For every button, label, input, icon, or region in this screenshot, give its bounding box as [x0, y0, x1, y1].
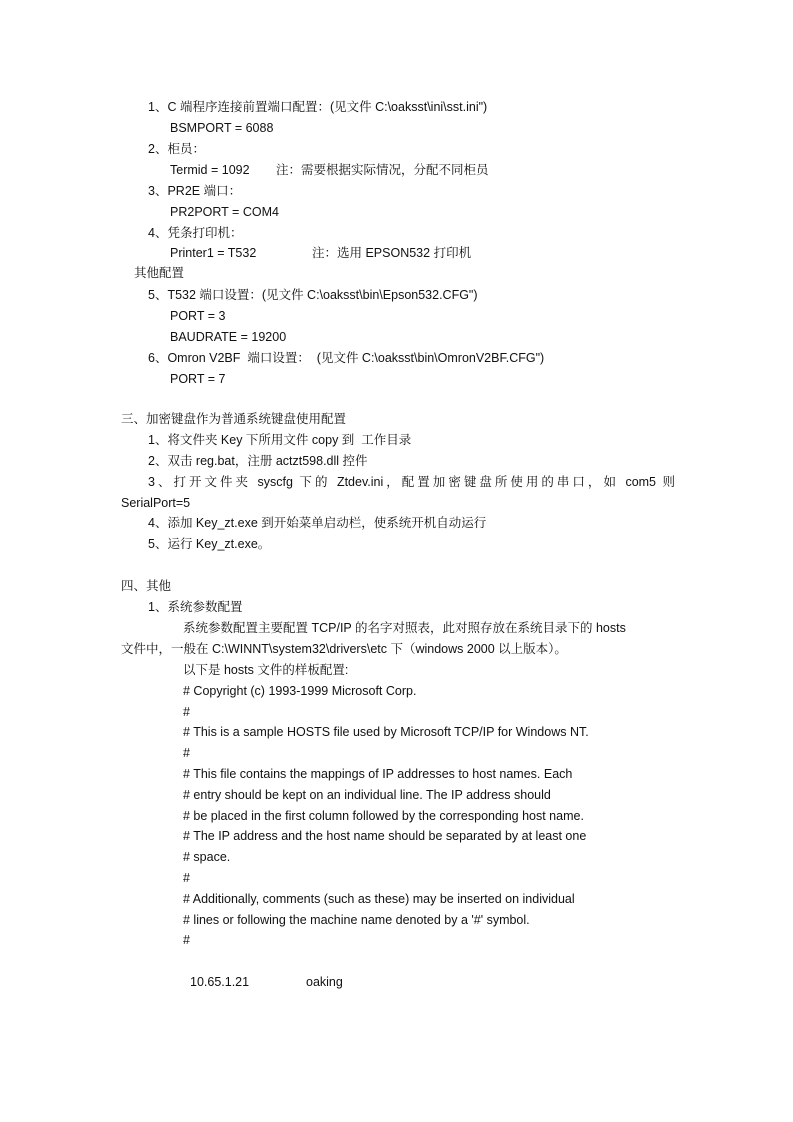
item5-label: 5、T532 端口设置：(见文件 C:\oaksst\bin\Epson532.CFG") — [148, 288, 478, 302]
section3-heading: 三、加密键盘作为普通系统键盘使用配置 — [121, 412, 347, 426]
hosts-line: # space. — [183, 850, 231, 864]
hosts-line: # entry should be kept on an individual line. The IP address should — [183, 788, 551, 802]
section3-item-5: 5、运行 Key_zt.exe。 — [148, 537, 271, 551]
section4-sample-intro: 以下是 hosts 文件的样板配置: — [183, 663, 349, 677]
item2-note: 注：需要根据实际情况，分配不同柜员 — [276, 163, 489, 177]
item3-value: PR2PORT = COM4 — [170, 205, 279, 219]
hosts-line: # Copyright (c) 1993-1999 Microsoft Corp. — [183, 684, 417, 698]
section4-para-line1: 系统参数配置主要配置 TCP/IP 的名字对照表，此对照存放在系统目录下的 hosts — [183, 621, 626, 635]
section4-sub1: 1、系统参数配置 — [148, 600, 243, 614]
item1-value: BSMPORT = 6088 — [170, 121, 274, 135]
item3-label: 3、PR2E 端口： — [148, 184, 242, 198]
hosts-line: # lines or following the machine name denoted by a '#' symbol. — [183, 913, 530, 927]
hosts-line: # be placed in the first column followed by the corresponding host name. — [183, 809, 584, 823]
hosts-line: # — [183, 871, 190, 885]
section4-heading: 四、其他 — [121, 579, 172, 593]
other-config-heading: 其他配置 — [134, 266, 185, 280]
hosts-line: # Additionally, comments (such as these) may be inserted on individual — [183, 892, 575, 906]
section3-item-2: 2、双击 reg.bat，注册 actzt598.dll 控件 — [148, 454, 368, 468]
section3-item-4: 4、添加 Key_zt.exe 到开始菜单启动栏，使系统开机自动运行 — [148, 516, 487, 530]
hosts-line: # This is a sample HOSTS file used by Microsoft TCP/IP for Windows NT. — [183, 725, 589, 739]
item5-value-port: PORT = 3 — [170, 309, 226, 323]
section3-item-3-cont: SerialPort=5 — [121, 496, 191, 510]
item2-label: 2、柜员： — [148, 142, 205, 156]
section4-para-line2: 文件中，一般在 C:\WINNT\system32\drivers\etc 下（windows 2000 以上版本）。 — [121, 642, 567, 656]
item2-value: Termid = 1092 — [170, 163, 250, 177]
item5-value-baudrate: BAUDRATE = 19200 — [170, 330, 287, 344]
host-entry-name: oaking — [306, 975, 343, 989]
item4-label: 4、凭条打印机： — [148, 226, 243, 240]
host-entry-ip: 10.65.1.21 — [190, 975, 250, 989]
item6-label: 6、Omron V2BF 端口设置： (见文件 C:\oaksst\bin\OmronV2BF.CFG") — [148, 351, 545, 365]
hosts-line: # This file contains the mappings of IP addresses to host names. Each — [183, 767, 573, 781]
item6-value: PORT = 7 — [170, 372, 226, 386]
item1-label: 1、C 端程序连接前置端口配置：(见文件 C:\oaksst\ini\sst.ini") — [148, 100, 488, 114]
item4-value: Printer1 = T532 — [170, 246, 257, 260]
hosts-line: # — [183, 933, 190, 947]
hosts-line: # — [183, 746, 190, 760]
section3-item-3: 3、打开文件夹 syscfg 下的 Ztdev.ini，配置加密键盘所使用的串口，如 com5 则 — [148, 475, 675, 489]
hosts-line: # The IP address and the host name should be separated by at least one — [183, 829, 587, 843]
hosts-line: # — [183, 705, 190, 719]
section3-item-1: 1、将文件夹 Key 下所用文件 copy 到 工作目录 — [148, 433, 412, 447]
item4-note: 注：选用 EPSON532 打印机 — [312, 246, 472, 260]
